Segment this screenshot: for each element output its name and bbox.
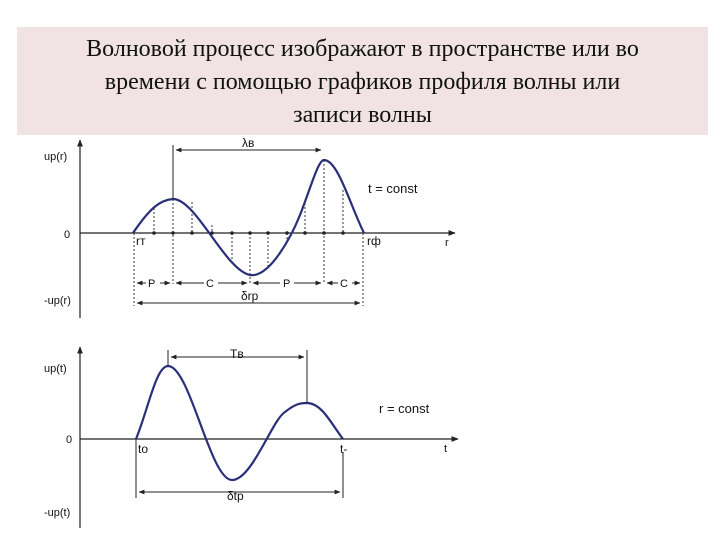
record-period-label: Tв — [230, 347, 244, 361]
title-line-2: времени с помощью графиков профиля волны или — [104, 69, 621, 95]
profile-wave-curve — [133, 160, 364, 275]
record-y-top-label: uр(t) — [44, 363, 67, 375]
record-x-axis-label: t — [444, 443, 448, 455]
profile-condition: t = const — [368, 181, 418, 196]
record-y-bottom-label: -uр(t) — [44, 507, 71, 519]
profile-wavelength-label: λв — [242, 136, 255, 150]
profile-y-zero-label: 0 — [64, 229, 71, 241]
title-line-1: Волновой процесс изображают в пространстве или во — [86, 36, 639, 62]
record-condition: r = const — [379, 401, 430, 416]
profile-end-label: rф — [367, 234, 381, 248]
profile-segment-label-2: C — [206, 278, 214, 290]
record-end-label: t- — [340, 442, 348, 456]
record-y-zero-label: 0 — [66, 434, 73, 446]
profile-segment-label-4: C — [340, 278, 348, 290]
record-graph — [44, 347, 458, 528]
profile-start-label: rт — [136, 234, 146, 248]
profile-segment-label-3: P — [283, 278, 291, 290]
record-wave-curve — [136, 366, 343, 480]
record-start-label: tо — [138, 442, 149, 456]
record-span-label: δtр — [227, 489, 244, 503]
profile-y-top-label: uр(r) — [44, 151, 68, 163]
title-line-3: записи волны — [293, 102, 432, 128]
profile-span-label: δrр — [241, 289, 259, 303]
profile-x-axis-label: r — [445, 237, 449, 249]
profile-graph — [44, 136, 455, 318]
profile-segment-label-1: P — [148, 278, 156, 290]
profile-y-bottom-label: -uр(r) — [44, 295, 71, 307]
